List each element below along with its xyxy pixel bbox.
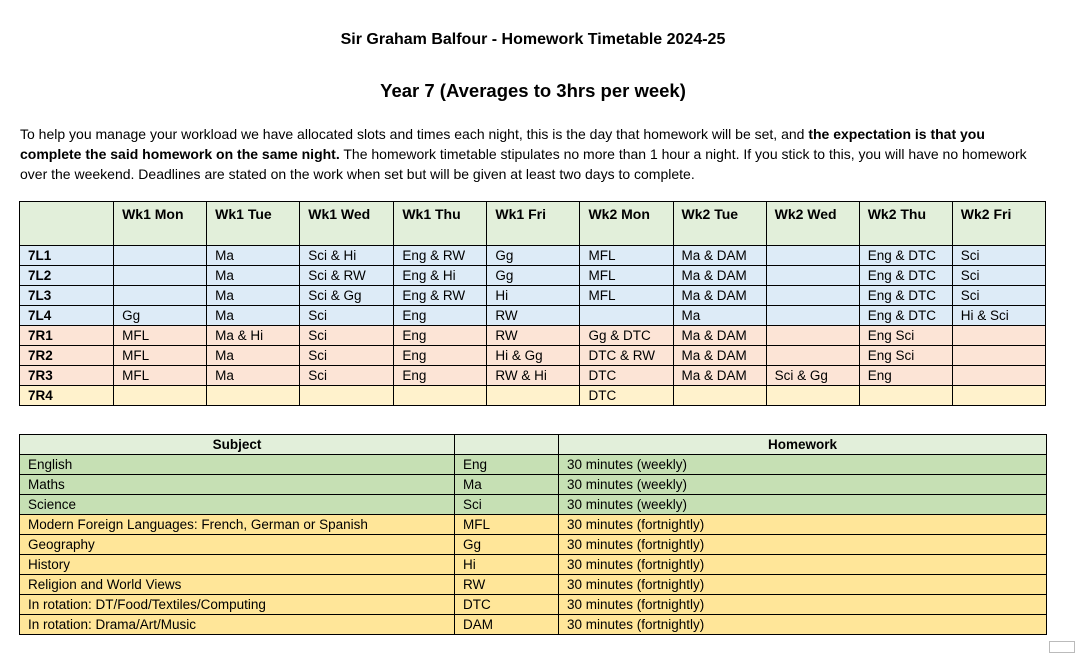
timetable-cell: Hi — [487, 286, 580, 306]
timetable-cell: Ma & DAM — [673, 286, 766, 306]
timetable-cell: Eng & DTC — [859, 286, 952, 306]
timetable-row — [20, 306, 1046, 326]
subject-homework-cell: 30 minutes (fortnightly) — [559, 515, 1047, 535]
timetable-cell — [952, 366, 1045, 386]
timetable-cell — [766, 386, 859, 406]
header-wk1-tue: Wk1 Tue — [207, 202, 300, 246]
subject-subject-cell: Geography — [20, 535, 455, 555]
subject-code-cell: Eng — [455, 455, 559, 475]
subject-subject-cell: In rotation: Drama/Art/Music — [20, 615, 455, 635]
subject-homework-cell: 30 minutes (fortnightly) — [559, 595, 1047, 615]
subject-row — [20, 595, 1047, 615]
timetable-cell — [114, 286, 207, 306]
timetable-cell — [859, 386, 952, 406]
timetable-cell: Sci — [952, 266, 1045, 286]
class-name-cell: 7L3 — [20, 286, 114, 306]
intro-text-2: The homework timetable stipulates no more than 1 hour a night. If you stick to this, you will have no homework over the weekend. Deadlines are stated on the work when set but will be given at least two days to complete. — [20, 146, 1027, 182]
timetable-row — [20, 286, 1046, 306]
timetable-cell: Eng — [394, 366, 487, 386]
subject-row — [20, 515, 1047, 535]
timetable-cell: RW — [487, 306, 580, 326]
timetable-cell: Ma & Hi — [207, 326, 300, 346]
timetable-cell: Eng & DTC — [859, 246, 952, 266]
timetable-cell: Ma — [673, 306, 766, 326]
class-name-cell: 7R3 — [20, 366, 114, 386]
class-name-cell: 7R4 — [20, 386, 114, 406]
paste-options-icon[interactable] — [1049, 641, 1075, 653]
timetable-cell: DTC & RW — [580, 346, 673, 366]
subject-code-cell: Ma — [455, 475, 559, 495]
subject-homework-cell: 30 minutes (fortnightly) — [559, 575, 1047, 595]
timetable-cell: RW & Hi — [487, 366, 580, 386]
timetable-row — [20, 386, 1046, 406]
timetable-cell: Ma & DAM — [673, 366, 766, 386]
subject-header-row — [20, 435, 1047, 455]
timetable-cell — [487, 386, 580, 406]
subject-header: Subject — [20, 435, 455, 455]
subject-row — [20, 475, 1047, 495]
timetable-cell: Sci & Gg — [300, 286, 394, 306]
timetable-cell: Eng & RW — [394, 286, 487, 306]
page-title: Sir Graham Balfour - Homework Timetable 2024-25 — [340, 31, 726, 48]
timetable-cell: Sci — [300, 346, 394, 366]
subject-code-cell: Sci — [455, 495, 559, 515]
class-name-cell: 7R2 — [20, 346, 114, 366]
timetable-cell — [300, 386, 394, 406]
subject-subject-cell: History — [20, 555, 455, 575]
timetable-cell: RW — [487, 326, 580, 346]
subject-subject-cell: Religion and World Views — [20, 575, 455, 595]
homework-header: Homework — [559, 435, 1047, 455]
subject-row — [20, 575, 1047, 595]
timetable-cell: Sci & Hi — [300, 246, 394, 266]
subject-subject-cell: In rotation: DT/Food/Textiles/Computing — [20, 595, 455, 615]
timetable-cell — [673, 386, 766, 406]
class-name-cell: 7L1 — [20, 246, 114, 266]
timetable-cell — [766, 266, 859, 286]
timetable-cell — [766, 246, 859, 266]
intro-text-1: To help you manage your workload we have allocated slots and times each night, this is the day that homework will be set, and — [20, 126, 809, 142]
timetable-cell: Ma — [207, 266, 300, 286]
header-wk1-fri: Wk1 Fri — [487, 202, 580, 246]
timetable-cell: Gg — [114, 306, 207, 326]
header-wk1-thu: Wk1 Thu — [394, 202, 487, 246]
timetable-cell: Sci & RW — [300, 266, 394, 286]
timetable-cell: Gg & DTC — [580, 326, 673, 346]
timetable-cell: Sci & Gg — [766, 366, 859, 386]
subject-row — [20, 495, 1047, 515]
timetable-cell: Eng & RW — [394, 246, 487, 266]
header-wk1-mon: Wk1 Mon — [114, 202, 207, 246]
subject-subject-cell: Science — [20, 495, 455, 515]
timetable-cell: Ma & DAM — [673, 326, 766, 346]
timetable-header-row — [20, 202, 1046, 246]
timetable-cell: MFL — [580, 266, 673, 286]
timetable-cell: Eng — [394, 306, 487, 326]
subject-subject-cell: Modern Foreign Languages: French, German or Spanish — [20, 515, 455, 535]
timetable-cell — [580, 306, 673, 326]
timetable-cell: Eng & Hi — [394, 266, 487, 286]
subject-code-cell: RW — [455, 575, 559, 595]
subject-homework-cell: 30 minutes (fortnightly) — [559, 555, 1047, 575]
subject-homework-cell: 30 minutes (fortnightly) — [559, 615, 1047, 635]
timetable-cell — [952, 386, 1045, 406]
header-wk2-thu: Wk2 Thu — [859, 202, 952, 246]
timetable-cell — [394, 386, 487, 406]
timetable-cell: Eng & DTC — [859, 306, 952, 326]
timetable-cell: Sci — [300, 306, 394, 326]
timetable-cell: Ma — [207, 346, 300, 366]
timetable-row — [20, 346, 1046, 366]
timetable-cell: Ma & DAM — [673, 346, 766, 366]
timetable-cell: MFL — [114, 326, 207, 346]
intro-paragraph — [20, 124, 1050, 184]
timetable-cell: MFL — [114, 366, 207, 386]
timetable-row — [20, 326, 1046, 346]
timetable-cell: Ma & DAM — [673, 266, 766, 286]
timetable-cell — [766, 306, 859, 326]
subject-table — [19, 434, 1047, 635]
timetable-cell: Hi & Sci — [952, 306, 1045, 326]
timetable-row — [20, 266, 1046, 286]
header-wk2-wed: Wk2 Wed — [766, 202, 859, 246]
subject-homework-cell: 30 minutes (weekly) — [559, 455, 1047, 475]
timetable-cell: MFL — [114, 346, 207, 366]
timetable-cell: Ma — [207, 366, 300, 386]
homework-timetable — [19, 201, 1046, 406]
timetable-cell: MFL — [580, 246, 673, 266]
subject-subject-cell: English — [20, 455, 455, 475]
timetable-cell: Hi & Gg — [487, 346, 580, 366]
code-header — [455, 435, 559, 455]
class-name-cell: 7R1 — [20, 326, 114, 346]
timetable-cell: Eng & DTC — [859, 266, 952, 286]
subject-row — [20, 555, 1047, 575]
timetable-cell: DTC — [580, 386, 673, 406]
timetable-cell — [766, 346, 859, 366]
header-wk2-tue: Wk2 Tue — [673, 202, 766, 246]
timetable-cell — [114, 266, 207, 286]
timetable-cell: MFL — [580, 286, 673, 306]
subject-code-cell: Gg — [455, 535, 559, 555]
subject-code-cell: DAM — [455, 615, 559, 635]
timetable-cell: Sci — [300, 326, 394, 346]
subject-homework-cell: 30 minutes (fortnightly) — [559, 535, 1047, 555]
header-wk1-wed: Wk1 Wed — [300, 202, 394, 246]
subject-code-cell: MFL — [455, 515, 559, 535]
subject-code-cell: DTC — [455, 595, 559, 615]
subject-subject-cell: Maths — [20, 475, 455, 495]
timetable-cell — [207, 386, 300, 406]
timetable-cell: Gg — [487, 266, 580, 286]
timetable-cell — [114, 246, 207, 266]
header-wk2-mon: Wk2 Mon — [580, 202, 673, 246]
timetable-cell: Ma & DAM — [673, 246, 766, 266]
timetable-cell: Eng — [859, 366, 952, 386]
timetable-cell — [952, 326, 1045, 346]
subject-homework-cell: 30 minutes (weekly) — [559, 475, 1047, 495]
timetable-cell: Ma — [207, 246, 300, 266]
timetable-cell — [766, 286, 859, 306]
subject-row — [20, 455, 1047, 475]
timetable-cell: Eng Sci — [859, 326, 952, 346]
timetable-cell: Sci — [952, 286, 1045, 306]
timetable-cell: Sci — [952, 246, 1045, 266]
timetable-row — [20, 366, 1046, 386]
subject-row — [20, 615, 1047, 635]
class-name-cell: 7L2 — [20, 266, 114, 286]
intro-text-bold: the expectation is that you complete the said homework on the same night. — [20, 126, 985, 162]
header-wk2-fri: Wk2 Fri — [952, 202, 1045, 246]
timetable-cell — [114, 386, 207, 406]
timetable-row — [20, 246, 1046, 266]
timetable-cell — [766, 326, 859, 346]
subject-homework-cell: 30 minutes (weekly) — [559, 495, 1047, 515]
timetable-cell — [952, 346, 1045, 366]
class-name-cell: 7L4 — [20, 306, 114, 326]
page-subtitle: Year 7 (Averages to 3hrs per week) — [380, 80, 686, 101]
subject-row — [20, 535, 1047, 555]
timetable-cell: Ma — [207, 286, 300, 306]
timetable-cell: Ma — [207, 306, 300, 326]
timetable-cell: DTC — [580, 366, 673, 386]
timetable-cell: Eng — [394, 346, 487, 366]
subject-code-cell: Hi — [455, 555, 559, 575]
timetable-header-corner — [20, 202, 114, 246]
timetable-cell: Sci — [300, 366, 394, 386]
timetable-cell: Eng — [394, 326, 487, 346]
timetable-cell: Gg — [487, 246, 580, 266]
timetable-cell: Eng Sci — [859, 346, 952, 366]
